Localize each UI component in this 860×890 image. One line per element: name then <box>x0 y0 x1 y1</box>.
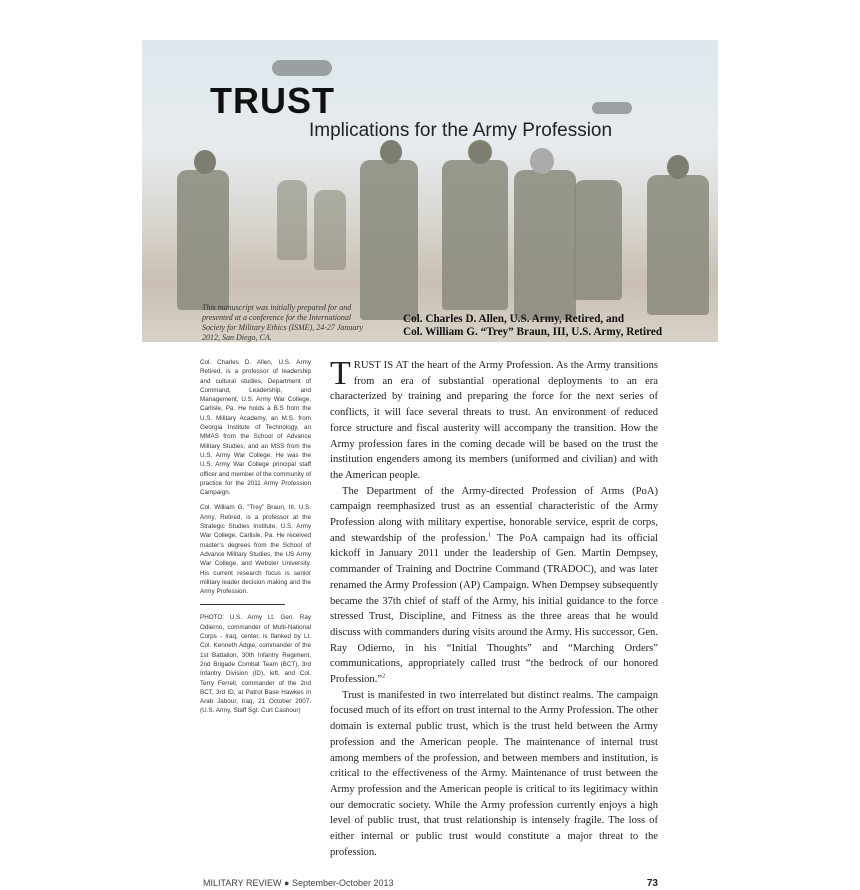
paragraph: Trust is manifested in two interrelated but distinct realms. The campaign focused much of its effort on trust internal to the Army Profession. The other domain is external public trust, which is the trust held between the Army profession and the American people. The maintenance of internal trust among members of the profession, and between members and institution, is critical to the effectiveness of the Army. Maintenance of trust between the Army profession and the American people is critical to its legitimacy within our democratic society. While the Army profession currently enjoys a high level of public trust, that trust relationship is intensely fragile. The loss of either internal or public trust would constitute a major threat to the profession. <box>330 689 658 858</box>
article-subtitle: Implications for the Army Profession <box>309 120 613 141</box>
author-line: Col. William G. “Trey” Braun, III, U.S. Army, Retired <box>403 326 663 338</box>
helicopter <box>592 102 632 114</box>
soldier <box>574 180 622 300</box>
page-number: 73 <box>646 877 658 889</box>
author-line: Col. Charles D. Allen, U.S. Army, Retired, and <box>403 313 625 325</box>
footnote-ref[interactable]: 2 <box>382 673 386 680</box>
bio-allen: Col. Charles D. Allen, U.S. Army Retired, is a professor of leadership and cultural studies, Department of Command, Leadership, and Management, U.S. Army War College, Carlisle, Pa. He holds a B.S from the U.S. Military Academy, an M.S. from Georgia Institute of Technology, an MMAS from the School of Advance Military Studies, and an MSS from the U.S. Army War College. He was the U.S. Army War College principal staff officer and member of the community of practice for the 2011 Army Profession Campaign. <box>200 359 311 497</box>
article-body <box>330 355 658 861</box>
soldier <box>514 170 576 320</box>
soldier <box>277 180 307 260</box>
soldier <box>177 170 229 310</box>
paragraph <box>330 355 658 484</box>
paragraph-text: The Department of the Army-directed Profession of Arms (PoA) campaign reemphasized trust as an essential characteristic of the Army Profession along with military expertise, honorable service, esprit de corps, and stewardship of the profession. <box>330 485 658 544</box>
paragraph <box>330 484 658 688</box>
page-footer <box>200 877 658 890</box>
paragraph-text: The PoA campaign had its official kickoff in January 2011 under the leadership of Gen. Martin Dempsey, commander of Training and Doctrine Command (TRADOC), and was later renamed the Army Profession (AP) Campaign. When Dempsey subsequently became the 37th chief of staff of the Army, his initial guidance to the force stressed Trust, Discipline, and Fitness as the three areas that he would discuss with commanders during visits around the Army. His successor, Gen. Ray Odierno, in his “Initial Thoughts” and “Marching Orders” communications, appropriately called trust “the bedrock of our honored Profession.” <box>330 532 658 686</box>
soldier <box>442 160 508 310</box>
soldier-head <box>530 148 554 174</box>
soldier-head <box>667 155 689 179</box>
soldier <box>360 160 418 320</box>
article-title: TRUST <box>210 80 335 121</box>
drop-cap: T <box>330 355 351 392</box>
soldier-head <box>194 150 216 174</box>
soldier-head <box>380 140 402 164</box>
article-content <box>200 355 658 890</box>
divider <box>200 604 285 605</box>
photo-caption-text: PHOTO: U.S. Army Lt. Gen. Ray Odierno, commander of Multi-National Corps - Iraq, center, is flanked by Lt. Col. Kenneth Adgie, commander of the 1st Battalion, 30th Infantry Regiment, 2nd Brigade Combat Team (BCT), 3rd Infantry Division (ID), left, and Col. Terry Ferrell, commander of the 2nd BCT, 3rd ID, at Patrol Base Hawkes in Arab Jabour, Iraq, 21 October 2007. (U.S. Army, Staff Sgt. Curt Cashour) <box>200 614 311 715</box>
journal-footer: MILITARY REVIEW ● September-October 2013 <box>203 877 394 888</box>
helicopter <box>272 60 332 76</box>
soldier <box>314 190 346 270</box>
presentation-note: This manuscript was initially prepared for and presented at a conference for the International Society for Military Ethics (ISME), 24-27 January 2012, San Diego, CA. <box>202 303 364 342</box>
bio-braun: Col. William G. “Trey” Braun, III, U.S. Army, Retired, is a professor at the Strategic Studies Institute, U.S. Army War College, Carlisle, Pa. He received master’s degrees from the School of Advance Military Studies, the US Army War College, and Webster University. His current research focus is senior military leader decision making and the Army Profession. <box>200 504 311 596</box>
sidebar-column <box>200 358 311 722</box>
author-byline <box>403 313 662 339</box>
footnote-ref[interactable]: 1 <box>488 532 492 539</box>
soldier <box>647 175 709 315</box>
paragraph-text: RUST IS AT the heart of the Army Profession. As the Army transitions from an era of substantial operational deployments to an era characterized by training and preparing the force for the next series of conflicts, it will face several threats to trust. An environment of reduced force structure and fiscal austerity will accompany the transition. How the Army profession fares in the coming decade will be based on the trust the institution engenders among its members (uniformed and civilian) and with the American people. <box>330 360 658 481</box>
soldier-head <box>468 140 492 164</box>
